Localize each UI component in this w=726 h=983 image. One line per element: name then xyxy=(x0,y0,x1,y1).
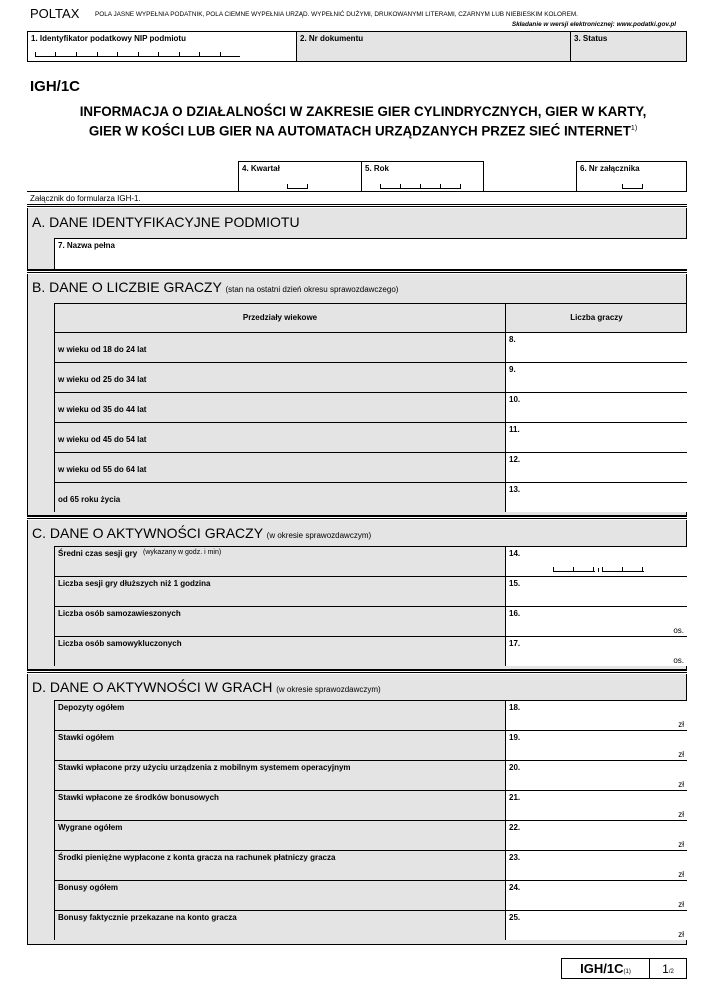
field-number: 8. xyxy=(509,335,516,344)
footer-page-total: /2 xyxy=(668,969,674,975)
field-number: 21. xyxy=(509,793,521,802)
field-number: 18. xyxy=(509,703,521,712)
quarter-comb xyxy=(287,184,308,189)
form-code: IGH/1C xyxy=(30,78,81,95)
age-row-label: w wieku od 55 do 64 lat xyxy=(54,452,505,482)
activity-row-text: Liczba osób samozawieszonych xyxy=(58,609,181,618)
quarter-field[interactable] xyxy=(238,161,362,192)
game-activity-row-label xyxy=(54,790,505,820)
field-number: 10. xyxy=(509,395,521,404)
game-activity-row-label xyxy=(54,730,505,760)
amount-field[interactable] xyxy=(505,880,687,910)
nip-field[interactable] xyxy=(28,32,297,61)
game-activity-row-text: Wygrane ogółem xyxy=(58,823,123,832)
document-number-label: 2. Nr dokumentu xyxy=(300,34,364,43)
section-c-note: (w okresie sprawozdawczym) xyxy=(266,531,372,540)
attachment-comb xyxy=(622,184,643,189)
amount-field[interactable] xyxy=(505,760,687,790)
activity-value-field[interactable] xyxy=(505,636,687,666)
player-count-field[interactable] xyxy=(505,422,687,452)
activity-row-label xyxy=(54,576,505,606)
footer-page-box xyxy=(561,958,687,979)
player-count-field[interactable] xyxy=(505,332,687,362)
age-row-label: w wieku od 45 do 54 lat xyxy=(54,422,505,452)
form-title-footnote: 1) xyxy=(630,125,638,132)
currency-unit: zł xyxy=(678,870,684,879)
game-activity-row-label xyxy=(54,760,505,790)
amount-field[interactable] xyxy=(505,730,687,760)
game-activity-row-text: Środki pieniężne wypłacone z konta gracza na rachunek płatniczy gracza xyxy=(58,853,336,862)
game-activity-row-label xyxy=(54,880,505,910)
game-activity-row-label xyxy=(54,820,505,850)
age-row-label: w wieku od 25 do 34 lat xyxy=(54,362,505,392)
activity-value-field[interactable] xyxy=(505,576,687,606)
section-a-title: A. DANE IDENTYFIKACYJNE PODMIOTU xyxy=(32,214,300,230)
section-d-divider xyxy=(27,670,687,673)
amount-field[interactable] xyxy=(505,700,687,730)
field-number: 16. xyxy=(509,609,521,618)
form-title xyxy=(27,103,699,139)
minutes-comb xyxy=(602,567,644,572)
activity-row-note: (wykazany w godz. i min) xyxy=(143,549,222,556)
field-number: 14. xyxy=(509,549,521,558)
field-number: 25. xyxy=(509,913,521,922)
currency-unit: zł xyxy=(678,720,684,729)
section-a-divider xyxy=(27,204,687,207)
game-activity-row-text: Stawki wpłacone przy użyciu urządzenia z mobilnym systemem operacyjnym xyxy=(58,763,351,772)
footer-page: 1 xyxy=(662,962,669,976)
game-activity-row-text: Stawki ogółem xyxy=(58,733,115,742)
section-c-divider xyxy=(27,516,687,519)
activity-row-label xyxy=(54,636,505,666)
footer-form-code xyxy=(562,959,650,978)
field-number: 11. xyxy=(509,425,520,434)
field-number: 24. xyxy=(509,883,521,892)
currency-unit: zł xyxy=(678,750,684,759)
count-column-header: Liczba graczy xyxy=(505,303,687,332)
age-column-header: Przedziały wiekowe xyxy=(54,303,505,332)
section-b-title-text: B. DANE O LICZBIE GRACZY xyxy=(32,279,222,295)
currency-unit: zł xyxy=(678,930,684,939)
game-activity-row-text: Bonusy ogółem xyxy=(58,883,119,892)
player-count-field[interactable] xyxy=(505,392,687,422)
unit-label: os. xyxy=(673,626,684,635)
activity-row-text: Liczba sesji gry dłuższych niż 1 godzina xyxy=(58,579,211,588)
nip-comb xyxy=(35,52,240,57)
footer-version: (1) xyxy=(623,969,631,975)
amount-field[interactable] xyxy=(505,910,687,940)
age-row-label: w wieku od 18 do 24 lat xyxy=(54,332,505,362)
year-comb xyxy=(380,184,461,189)
section-d-note: (w okresie sprawozdawczym) xyxy=(276,685,381,694)
activity-row-text: Liczba osób samowykluczonych xyxy=(58,639,182,648)
currency-unit: zł xyxy=(678,840,684,849)
age-row-label: od 65 roku życia xyxy=(54,482,505,512)
status-field xyxy=(571,32,686,61)
field-number: 9. xyxy=(509,365,516,374)
status-label: 3. Status xyxy=(574,34,608,43)
unit-label: os. xyxy=(673,656,684,665)
attachment-to-note: Załącznik do formularza IGH-1. xyxy=(30,194,141,203)
full-name-label: 7. Nazwa pełna xyxy=(58,241,115,250)
section-b-title xyxy=(32,279,398,295)
currency-unit: zł xyxy=(678,900,684,909)
poltax-logo: POLTAX xyxy=(30,6,80,21)
attachment-number-label: 6. Nr załącznika xyxy=(580,164,640,173)
game-activity-row-text: Stawki wpłacone ze środków bonusowych xyxy=(58,793,219,802)
full-name-field[interactable] xyxy=(54,238,687,269)
section-b xyxy=(27,274,687,516)
footer-code: IGH/1C xyxy=(580,961,624,976)
form-title-line2-wrap xyxy=(27,120,699,139)
footer-page-number xyxy=(650,959,686,978)
game-activity-row-label xyxy=(54,850,505,880)
amount-field[interactable] xyxy=(505,850,687,880)
nip-label: 1. Identyfikator podatkowy NIP podmiotu xyxy=(31,34,186,43)
activity-row-label xyxy=(54,546,505,576)
section-c-title xyxy=(32,525,371,541)
section-d-title-text: D. DANE O AKTYWNOŚCI W GRACH xyxy=(32,679,273,695)
top-fields-row xyxy=(27,31,687,62)
field-number: 19. xyxy=(509,733,521,742)
field-number: 15. xyxy=(509,579,521,588)
time-separator xyxy=(598,568,599,572)
amount-field[interactable] xyxy=(505,790,687,820)
form-title-line1: INFORMACJA O DZIAŁALNOŚCI W ZAKRESIE GIER CYLINDRYCZNYCH, GIER W KARTY, xyxy=(79,104,647,119)
section-b-divider xyxy=(27,270,687,273)
activity-value-field[interactable] xyxy=(505,606,687,636)
year-field[interactable] xyxy=(361,161,484,192)
field-number: 23. xyxy=(509,853,521,862)
period-row xyxy=(27,161,687,192)
section-c-title-text: C. DANE O AKTYWNOŚCI GRACZY xyxy=(32,525,263,541)
field-number: 17. xyxy=(509,639,521,648)
form-title-line2: GIER W KOŚCI LUB GIER NA AUTOMATACH URZĄDZANYCH PRZEZ SIEĆ INTERNET xyxy=(88,123,631,139)
hours-comb xyxy=(553,567,595,572)
activity-row-label xyxy=(54,606,505,636)
activity-value-field[interactable] xyxy=(505,546,687,576)
game-activity-row-text: Depozyty ogółem xyxy=(58,703,125,712)
field-number: 13. xyxy=(509,485,521,494)
player-count-field[interactable] xyxy=(505,362,687,392)
field-number: 22. xyxy=(509,823,521,832)
field-number: 20. xyxy=(509,763,521,772)
game-activity-row-text: Bonusy faktycznie przekazane na konto gracza xyxy=(58,913,237,922)
year-label: 5. Rok xyxy=(365,164,390,173)
amount-field[interactable] xyxy=(505,820,687,850)
section-d-title xyxy=(32,679,381,695)
fill-instructions: POLA JASNE WYPEŁNIA PODATNIK, POLA CIEMNE WYPEŁNIA URZĄD. WYPEŁNIĆ DUŻYMI, DRUKOWANYMI LITERAMI, CZARNYM LUB NIEBIESKIM KOLOREM. xyxy=(95,11,578,18)
section-b-note: (stan na ostatni dzień okresu sprawozdawczego) xyxy=(225,285,399,294)
player-count-field[interactable] xyxy=(505,482,687,512)
document-number-field xyxy=(297,32,571,61)
section-c xyxy=(27,520,687,670)
game-activity-row-label xyxy=(54,700,505,730)
electronic-filing-note: Składanie w wersji elektronicznej: www.podatki.gov.pl xyxy=(511,21,676,28)
game-activity-row-label xyxy=(54,910,505,940)
currency-unit: zł xyxy=(678,780,684,789)
section-d xyxy=(27,674,687,945)
player-count-field[interactable] xyxy=(505,452,687,482)
quarter-label: 4. Kwartał xyxy=(242,164,280,173)
field-number: 12. xyxy=(509,455,521,464)
attachment-number-field[interactable] xyxy=(576,161,687,192)
activity-row-text: Średni czas sesji gry xyxy=(58,549,138,558)
age-row-label: w wieku od 35 do 44 lat xyxy=(54,392,505,422)
section-a xyxy=(27,208,687,270)
currency-unit: zł xyxy=(678,810,684,819)
